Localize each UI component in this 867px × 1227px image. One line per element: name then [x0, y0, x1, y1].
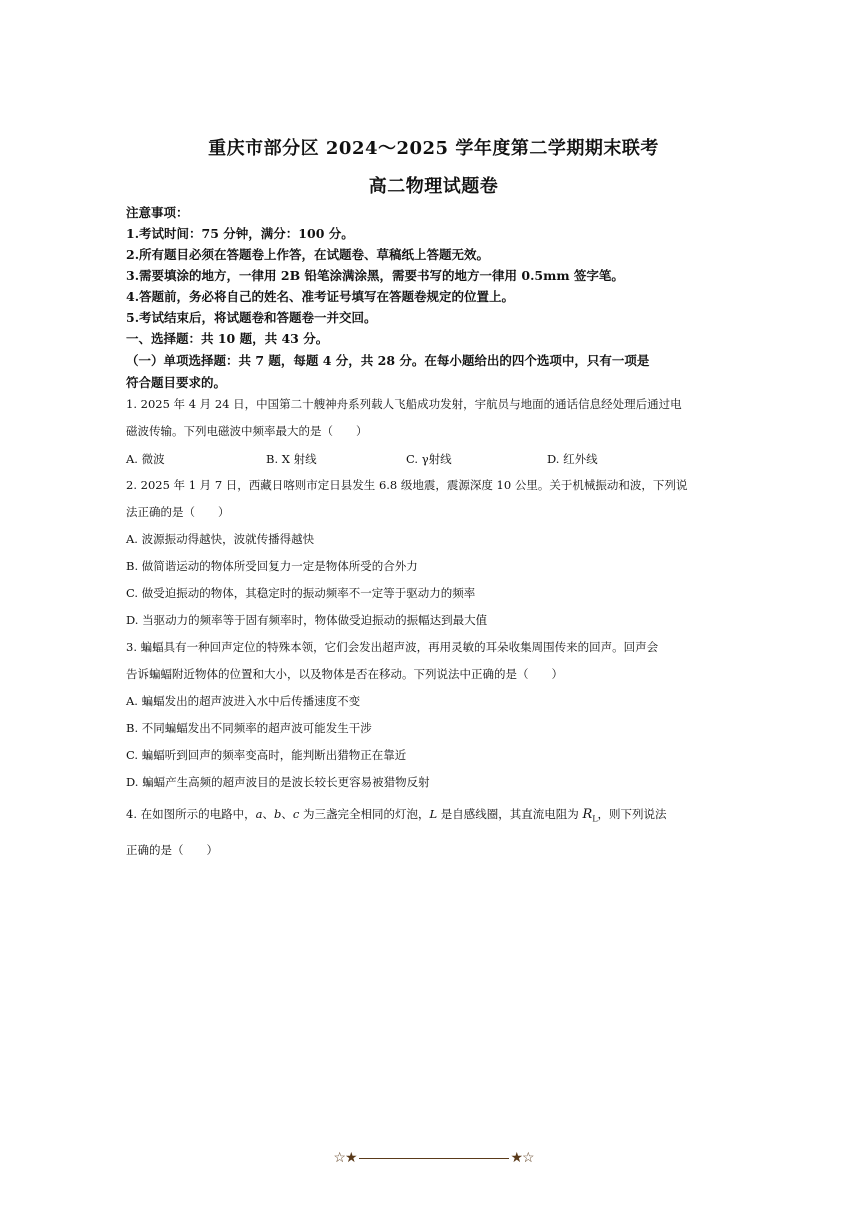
var-a: a [255, 807, 263, 821]
separator: 、 [262, 807, 274, 821]
note-item: 1.考试时间：75 分钟，满分：100 分。 [126, 226, 354, 241]
question-1-options [126, 451, 746, 471]
question-1 [126, 391, 746, 445]
notes-block [126, 202, 726, 328]
question-4-text: ，则下列说法 [597, 807, 667, 821]
option-c: C. γ射线 [406, 452, 452, 466]
var-R: R [582, 807, 593, 822]
page-footer [0, 1150, 867, 1166]
question-3-line1: 3. 蝙蝠具有一种回声定位的特殊本领，它们会发出超声波，再用灵敏的耳朵收集周围传来的回声。回声会 [126, 640, 659, 654]
question-2 [126, 472, 746, 634]
var-b: b [274, 807, 282, 821]
question-3 [126, 634, 746, 796]
question-2-line2: 法正确的是（ ） [126, 505, 230, 519]
footer-divider [359, 1158, 509, 1159]
option-a: A. 波源振动得越快，波就传播得越快 [126, 532, 315, 546]
note-item: 2.所有题目必须在答题卷上作答，在试题卷、草稿纸上答题无效。 [126, 247, 490, 262]
question-2-line1: 2. 2025 年 1 月 7 日，西藏日喀则市定日县发生 6.8 级地震，震源深度 10 公里。关于机械振动和波，下列说 [126, 478, 688, 492]
question-3-line2: 告诉蝙蝠附近物体的位置和大小，以及物体是否在移动。下列说法中正确的是（ ） [126, 667, 563, 681]
option-c: C. 蝙蝠听到回声的频率变高时，能判断出猎物正在靠近 [126, 748, 407, 762]
option-c: C. 做受迫振动的物体，其稳定时的振动频率不一定等于驱动力的频率 [126, 586, 476, 600]
var-R-subscript: L [592, 814, 598, 824]
question-4 [126, 800, 746, 867]
option-b: B. 做简谐运动的物体所受回复力一定是物体所受的合外力 [126, 559, 418, 573]
page-subtitle: 高二物理试题卷 [368, 176, 499, 197]
option-d: D. 蝙蝠产生高频的超声波目的是波长较长更容易被猎物反射 [126, 775, 430, 789]
note-item: 3.需要填涂的地方，一律用 2B 铅笔涂满涂黑，需要书写的地方一律用 0.5mm 签字笔。 [126, 268, 624, 283]
separator: 、 [281, 807, 293, 821]
subsection-heading-line1: （一）单项选择题：共 7 题，每题 4 分，共 28 分。在每小题给出的四个选项中，只有一项是 [126, 353, 650, 368]
question-4-text: 为三盏完全相同的灯泡， [299, 807, 430, 821]
option-a: A. 蝙蝠发出的超声波进入水中后传播速度不变 [126, 694, 361, 708]
option-a: A. 微波 [126, 452, 165, 466]
var-c: c [292, 807, 300, 821]
note-item: 5.考试结束后，将试题卷和答题卷一并交回。 [126, 310, 377, 325]
section-heading-block [126, 328, 746, 394]
note-item: 4.答题前，务必将自己的姓名、准考证号填写在答题卷规定的位置上。 [126, 289, 515, 304]
section-heading: 一、选择题：共 10 题，共 43 分。 [126, 331, 329, 346]
footer-left-stars: ☆★ [333, 1150, 357, 1166]
option-d: D. 当驱动力的频率等于固有频率时，物体做受迫振动的振幅达到最大值 [126, 613, 488, 627]
option-b: B. 不同蝙蝠发出不同频率的超声波可能发生干涉 [126, 721, 372, 735]
question-4-line2: 正确的是（ ） [126, 843, 218, 858]
question-1-line1: 1. 2025 年 4 月 24 日，中国第二十艘神舟系列载人飞船成功发射，宇航员与地面的通话信息经处理后通过电 [126, 397, 682, 411]
question-1-line2: 磁波传输。下列电磁波中频率最大的是（ ） [126, 424, 368, 438]
option-b: B. X 射线 [266, 452, 317, 466]
footer-right-stars: ★☆ [510, 1150, 534, 1166]
question-4-line1 [126, 800, 746, 833]
option-d: D. 红外线 [547, 452, 598, 466]
page-title: 重庆市部分区 2024～2025 学年度第二学期期末联考 [208, 138, 659, 159]
question-4-text: 是自感线圈，其直流电阻为 [437, 807, 583, 821]
var-L: L [429, 807, 438, 821]
question-4-text: 4. 在如图所示的电路中， [126, 807, 256, 821]
subsection-heading-line2: 符合题目要求的。 [126, 375, 227, 390]
notes-heading: 注意事项： [126, 205, 189, 220]
